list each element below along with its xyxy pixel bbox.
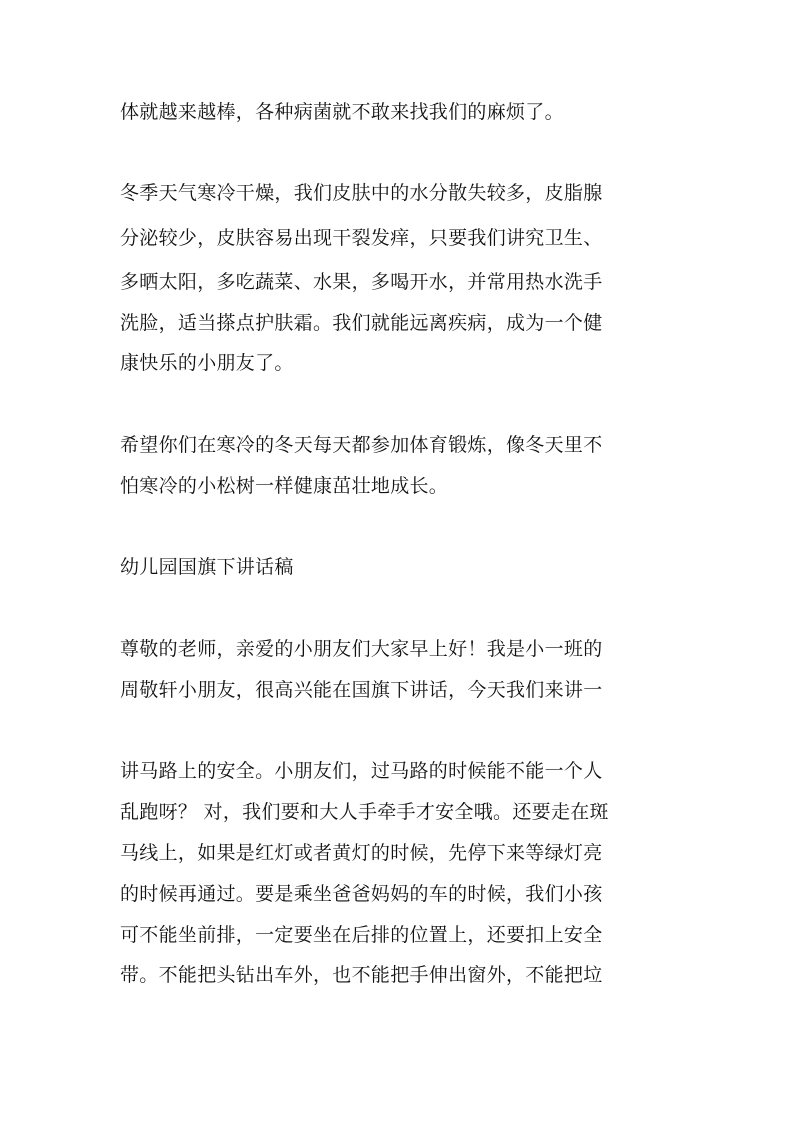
text-line: 希望你们在寒冷的冬天每天都参加体育锻炼，像冬天里不 [120,434,603,456]
text-line: 怕寒冷的小松树一样健康茁壮地成长。 [120,475,449,497]
heading-text: 幼儿园国旗下讲话稿 [120,556,294,578]
text-line: 周敬轩小朋友，很高兴能在国旗下讲话，今天我们来讲一 [120,679,603,701]
text-line: 分泌较少，皮肤容易出现干裂发痒，只要我们讲究卫生、 [120,227,603,249]
text-line: 讲马路上的安全。小朋友们，过马路的时候能不能一个人 [120,760,603,782]
text-line: 尊敬的老师，亲爱的小朋友们大家早上好！我是小一班的 [120,638,603,660]
text-line: 体就越来越棒，各种病菌就不敢来找我们的麻烦了。 [120,101,564,123]
text-line: 的时候再通过。要是乘坐爸爸妈妈的车的时候，我们小孩 [120,883,603,905]
text-line: 洗脸，适当搽点护肤霜。我们就能远离疾病，成为一个健 [120,312,603,334]
text-line: 马线上，如果是红灯或者黄灯的时候，先停下来等绿灯亮 [120,842,603,864]
text-line: 可不能坐前排，一定要坐在后排的位置上，还要扣上安全 [120,924,603,946]
text-line: 乱跑呀？ 对，我们要和大人手牵手才安全哦。还要走在斑 [120,801,609,823]
text-line: 带。不能把头钻出车外，也不能把手伸出窗外，不能把垃 [120,964,603,986]
text-line: 冬季天气寒冷干燥，我们皮肤中的水分散失较多，皮脂腺 [120,182,603,204]
text-line: 康快乐的小朋友了。 [120,352,294,374]
text-line: 多晒太阳，多吃蔬菜、水果，多喝开水，并常用热水洗手 [120,271,603,293]
